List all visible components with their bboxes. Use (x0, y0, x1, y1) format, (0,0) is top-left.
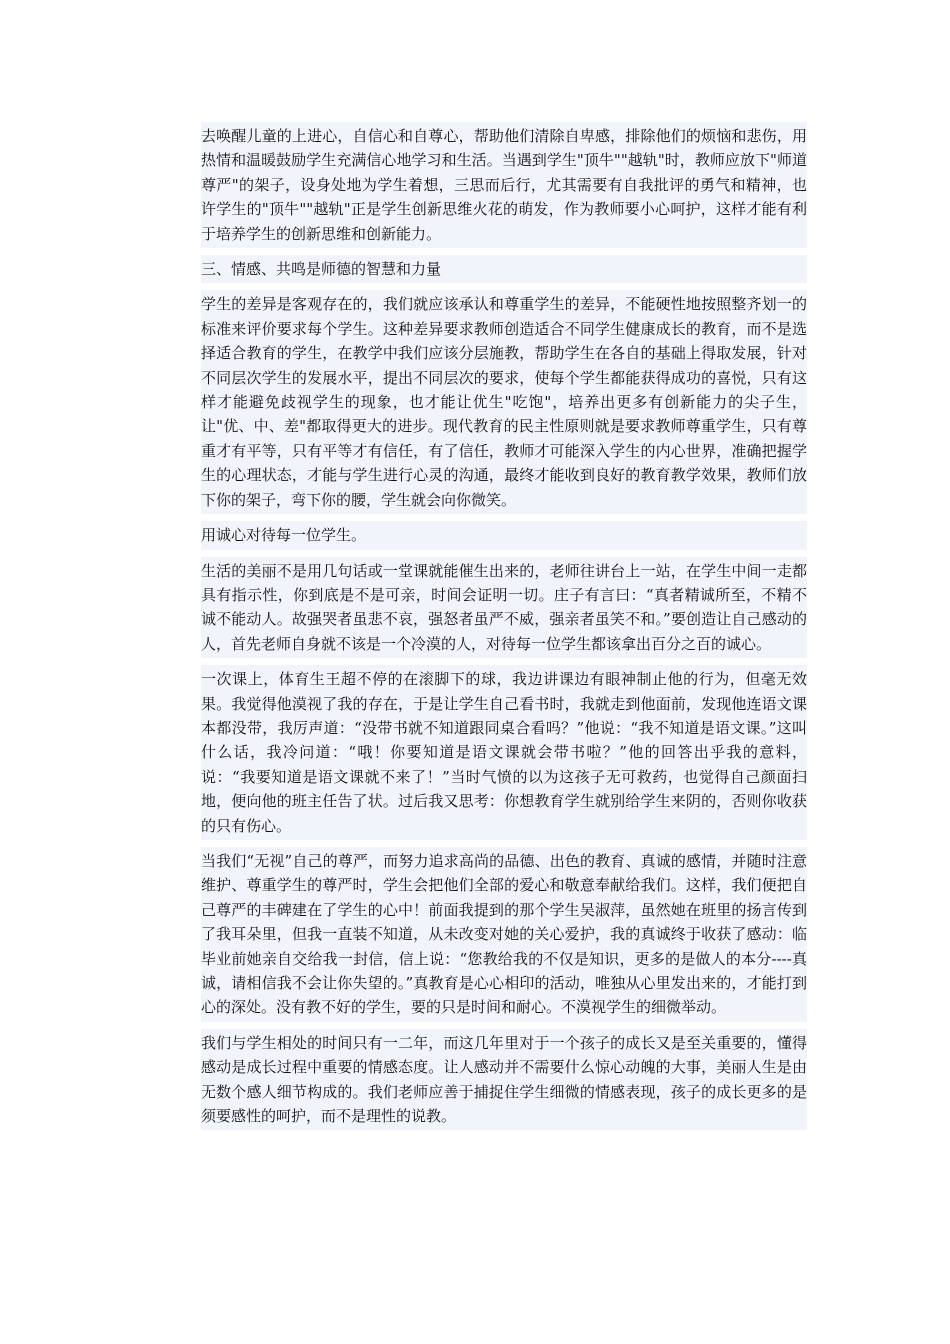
paragraph-1: 去唤醒儿童的上进心，自信心和自尊心，帮助他们清除自卑感，排除他们的烦恼和悲伤，用热情和温暖鼓励学生充满信心地学习和生活。当遇到学生"顶牛""越轨"时，教师应放下"师道尊严"的架子，设身处地为学生着想，三思而后行，尤其需要有自我批评的勇气和精神，也许学生的"顶牛""越轨"正是学生创新思维火花的萌发，作为教师要小心呵护，这样才能有利于培养学生的创新思维和创新能力。 (201, 122, 807, 248)
paragraph-2: 学生的差异是客观存在的，我们就应该承认和尊重学生的差异，不能硬性地按照整齐划一的标准来评价要求每个学生。这种差异要求教师创造适合不同学生健康成长的教育，而不是选择适合教育的学生，在教学中我们应该分层施教，帮助学生在各自的基础上得取发展，针对不同层次学生的发展水平，提出不同层次的要求，使每个学生都能获得成功的喜悦，只有这样才能避免歧视学生的现象，也才能让优生"吃饱"，培养出更多有创新能力的尖子生，让"优、中、差"都取得更大的进步。现代教育的民主性原则就是要求教师尊重学生，只有尊重才有平等，只有平等才有信任，有了信任，教师才可能深入学生的内心世界，准确把握学生的心理状态，才能与学生进行心灵的沟通，最终才能收到良好的教育教学效果，教师们放下你的架子，弯下你的腰，学生就会向你微笑。 (201, 290, 807, 514)
paragraph-5: 一次课上，体育生王超不停的在滚脚下的球，我边讲课边有眼神制止他的行为，但毫无效果。我觉得他漠视了我的存在，于是让学生自己看书时，我就走到他面前，发现他连语文课本都没带，我厉声道：“没带书就不知道跟同桌合看吗？”他说：“我不知道是语文课。”这叫什么话，我冷问道：“哦！你要知道是语文课就会带书啦？”他的回答出乎我的意料，说：“我要知道是语文课就不来了！”当时气愤的以为这孩子无可救药，也觉得自己颜面扫地，便向他的班主任告了状。过后我又思考：你想教育学生就别给学生来阴的，否则你收获的只有伤心。 (201, 665, 807, 840)
document-page (201, 122, 807, 1137)
section-heading: 三、情感、共鸣是师德的智慧和力量 (201, 255, 807, 283)
paragraph-4: 生活的美丽不是用几句话或一堂课就能催生出来的，老师往讲台上一站，在学生中间一走都具有指示性，你到底是不是可亲，时间会证明一切。庄子有言曰：“真者精诚所至，不精不诚不能动人。故强哭者虽悲不哀，强怒者虽严不威，强亲者虽笑不和。”要创造让自己感动的人，首先老师自身就不该是一个冷漠的人，对待每一位学生都该拿出百分之百的诚心。 (201, 557, 807, 659)
paragraph-7: 我们与学生相处的时间只有一二年，而这几年里对于一个孩子的成长又是至关重要的，懂得感动是成长过程中重要的情感态度。让人感动并不需要什么惊心动魄的大事，美丽人生是由无数个感人细节构成的。我们老师应善于捕捉住学生细微的情感表现，孩子的成长更多的是须要感性的呵护，而不是理性的说教。 (201, 1029, 807, 1131)
paragraph-3: 用诚心对待每一位学生。 (201, 521, 807, 549)
paragraph-6: 当我们“无视”自己的尊严，而努力追求高尚的品德、出色的教育、真诚的感情，并随时注意维护、尊重学生的尊严时，学生会把他们全部的爱心和敬意奉献给我们。这样，我们便把自己尊严的丰碑建在了学生的心中！前面我提到的那个学生吴淑萍，虽然她在班里的扬言传到了我耳朵里，但我一直装不知道，从未改变对她的关心爱护，我的真诚终于收获了感动：临毕业前她亲自交给我一封信，信上说：“您教给我的不仅是知识，更多的是做人的本分----真诚，请相信我不会让你失望的。”真教育是心心相印的活动，唯独从心里发出来的，才能打到心的深处。没有教不好的学生，要的只是时间和耐心。不漠视学生的细微举动。 (201, 847, 807, 1022)
